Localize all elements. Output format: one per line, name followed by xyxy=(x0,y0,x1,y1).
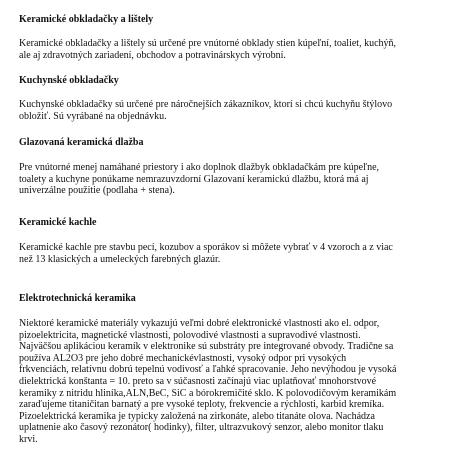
paragraph-line: Kuchynské obkladačky sú určené pre náročnejších zákazníkov, ktorí si chcú kuchyňu štýlovo xyxy=(19,99,393,110)
section-heading: Keramické kachle xyxy=(19,217,97,228)
paragraph-line: uplatnenie ako časový rezonátor( hodinky), filter, ultrazvukový senzor, alebo monitor tlaku xyxy=(19,422,384,434)
section-paragraph xyxy=(19,242,459,265)
section-heading: Keramické obkladačky a lištely xyxy=(19,14,154,25)
section-heading: Glazovaná keramická dlažba xyxy=(19,137,144,148)
section-paragraph xyxy=(19,318,459,446)
section-ceramic-stoves xyxy=(19,217,459,265)
paragraph-line: Keramické obkladačky a lištely sú určené pre vnútorné obklady stien kúpeľní, toaliet, kuchýň, xyxy=(19,38,397,49)
section-paragraph xyxy=(19,38,459,61)
paragraph-line: Keramické kachle pre stavbu pecí, kozubov a sporákov si môžete vybrať v 4 vzoroch a z viac xyxy=(19,242,393,253)
paragraph-line: toalety a kuchyne ponúkame nemrazuvzdorní Glazovaní keramickú dlažbu, ktorá má aj xyxy=(19,173,369,185)
section-ceramic-tiles xyxy=(19,14,459,61)
paragraph-line: univerzálne použitie (podlaha + stena). xyxy=(19,185,175,197)
paragraph-line: krvi. xyxy=(19,433,38,445)
section-kitchen-tiles xyxy=(19,75,459,122)
section-heading: Kuchynské obkladačky xyxy=(19,75,119,86)
paragraph-line: ale aj zdravotných zariadení, obchodov a potravinárskych výrobní. xyxy=(19,49,286,61)
section-glazed-paving xyxy=(19,137,459,197)
paragraph-line: Niektoré keramické materiály vykazujú veľmi dobré elektronické vlastnosti ako el. odpor, xyxy=(19,318,380,329)
paragraph-line: Pizoelektrická keramika je typicky založená na zirkonáte, alebo titanáte olova. Nachádza xyxy=(19,410,375,422)
paragraph-line: frkvenciách, relatívnu dobrú tepelnú vodivosť a ľahké spracovanie. Jeho nevýhodou je vysoká xyxy=(19,364,397,376)
paragraph-line: Najväčšou aplikáciou keramík v elektronike sú substráty pre integrované obvody. Tradičnе sa xyxy=(19,341,394,353)
paragraph-line: pizoelektricita, magnetické vlastnosti, polovodivé vlastnosti a supravodivé vlastnosti. xyxy=(19,329,361,341)
paragraph-line: než 13 klasických a umeleckých farebných glazúr. xyxy=(19,253,221,265)
paragraph-line: zaraďujeme titaničitan barnatý a pre vysoké teploty, frekvencie a rýchlosti, karbid kremíka. xyxy=(19,399,385,411)
section-paragraph xyxy=(19,162,459,197)
paragraph-line: dielektrická konštanta = 10. preto sa v súčasnosti začínajú viac uplatňovať mnohorstvové xyxy=(19,375,377,387)
section-electrotechnical-ceramics xyxy=(19,293,459,446)
paragraph-line: používa AL2O3 pre jeho dobré mechanickévlastnosti, vysoký odpor pri vysokých xyxy=(19,352,347,364)
section-paragraph xyxy=(19,99,459,122)
paragraph-line: obložiť. Sú vyrábané na objednávku. xyxy=(19,110,167,122)
section-heading: Elektrotechnická keramika xyxy=(19,293,136,304)
paragraph-line: Pre vnútorné menej namáhané priestory i ako doplnok dlažbyk obkladačkám pre kúpeľne, xyxy=(19,162,380,173)
paragraph-line: keramiky z nitridu hliníka,ALN,BeC, SiC a bórokremičité sklo. K polovodičovým keramikám xyxy=(19,387,397,399)
